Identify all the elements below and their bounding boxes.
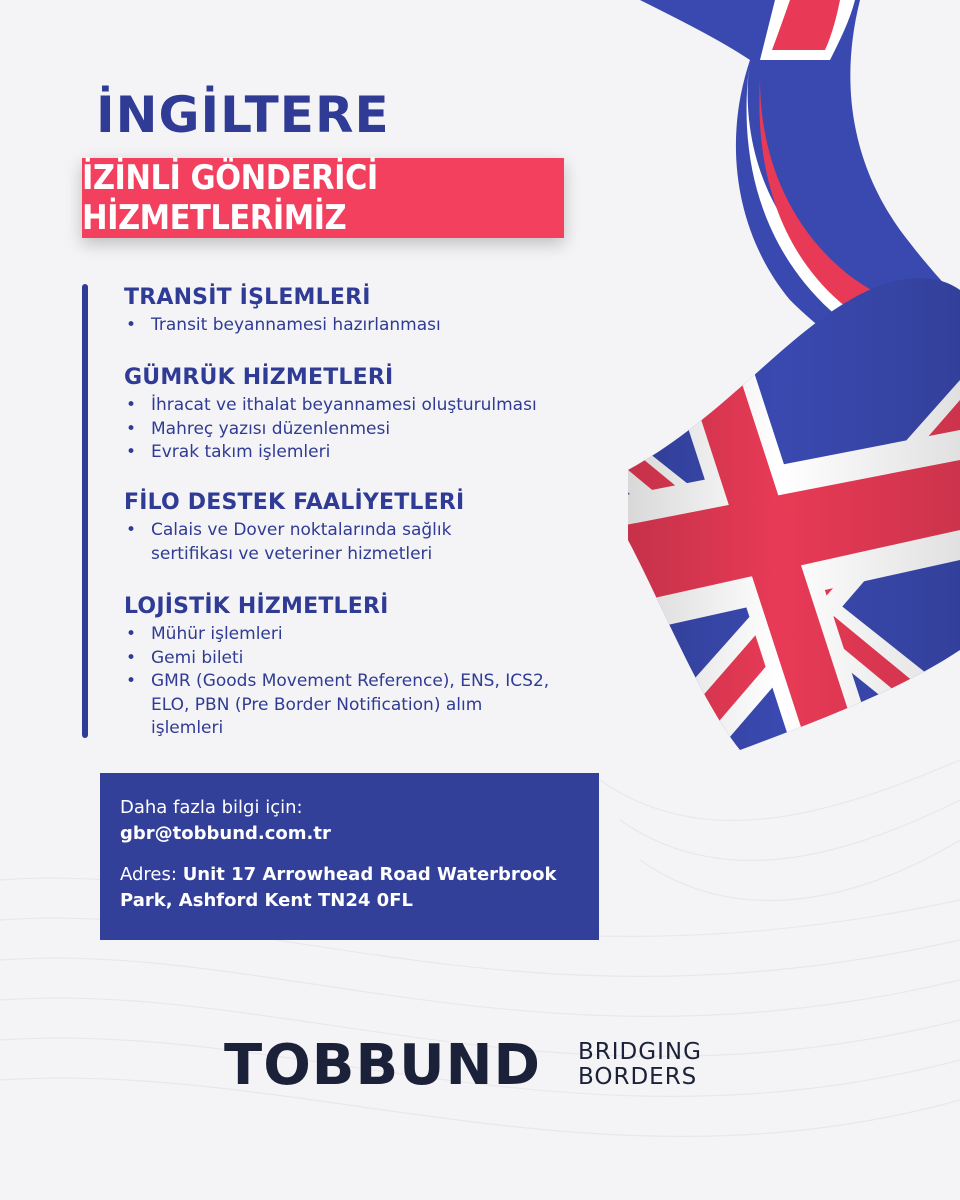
tagline-line-1: BRIDGING (578, 1039, 702, 1065)
section-divider-line (82, 284, 88, 738)
page-title: İNGİLTERE (96, 86, 390, 144)
section-heading: TRANSİT İŞLEMLERİ (124, 285, 371, 310)
contact-info-label: Daha fazla bilgi için: (120, 797, 303, 818)
tagline-line-2: BORDERS (578, 1064, 698, 1090)
section-heading: GÜMRÜK HİZMETLERİ (124, 365, 394, 390)
list-item: • Gemi bileti (124, 647, 554, 671)
section-heading: FİLO DESTEK FAALİYETLERİ (124, 490, 465, 515)
contact-box (100, 773, 599, 940)
list-item: • Transit beyannamesi hazırlanması (124, 314, 604, 338)
list-item: • Mahreç yazısı düzenlenmesi (124, 418, 604, 442)
address-label: Adres: (120, 864, 177, 885)
list-item: • İhracat ve ithalat beyannamesi oluşturulması (124, 394, 604, 418)
section-transit (124, 285, 604, 338)
list-item: • GMR (Goods Movement Reference), ENS, ICS2, ELO, PBN (Pre Border Notification) alım işlemleri (124, 670, 554, 741)
brand-tagline (578, 1040, 702, 1090)
contact-address (120, 862, 579, 914)
list-item: • Mühür işlemleri (124, 623, 554, 647)
list-item: • Evrak takım işlemleri (124, 441, 604, 465)
contact-email-link[interactable]: gbr@tobbund.com.tr (120, 823, 331, 844)
uk-flag-ribbon-icon (600, 0, 960, 760)
list-item: • Calais ve Dover noktalarında sağlık sertifikası ve veteriner hizmetleri (124, 519, 494, 566)
section-heading: LOJİSTİK HİZMETLERİ (124, 594, 389, 619)
section-fleet (124, 490, 604, 566)
section-customs (124, 365, 604, 465)
section-logistics (124, 594, 604, 741)
address-text: Unit 17 Arrowhead Road Waterbrook Park, Ashford Kent TN24 0FL (120, 864, 557, 911)
banner-text: İZİNLİ GÖNDERİCİ HİZMETLERİMİZ (82, 158, 378, 238)
title-banner (82, 158, 564, 238)
brand-logo: TOBBUND (224, 1033, 541, 1098)
